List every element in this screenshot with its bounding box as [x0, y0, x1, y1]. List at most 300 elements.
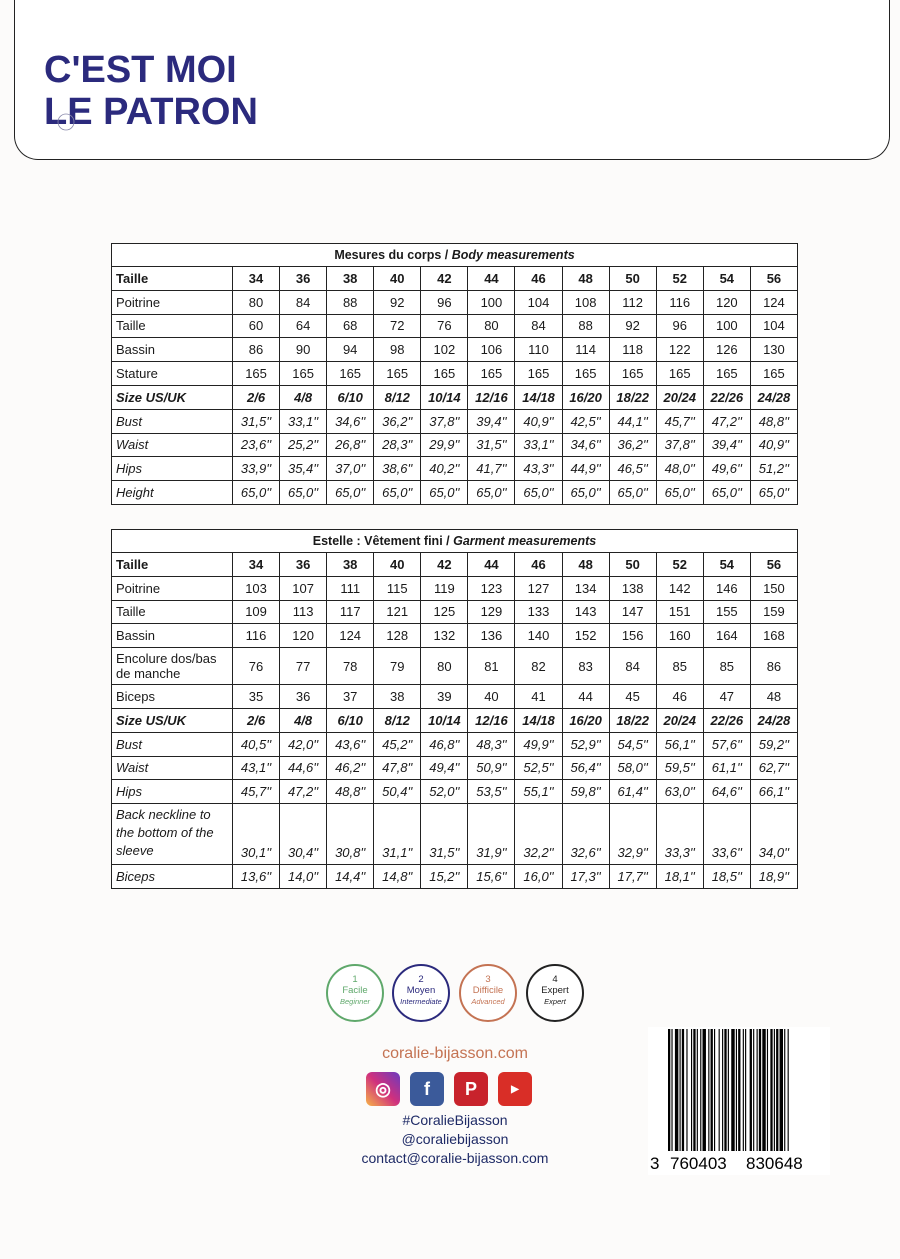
- level-num: 3: [485, 974, 491, 985]
- barcode-bar: [780, 1029, 783, 1151]
- youtube-icon[interactable]: ▶: [498, 1072, 532, 1106]
- table-cell: 12/16: [468, 708, 515, 732]
- table-cell: 92: [609, 314, 656, 338]
- table-cell: 48,8'': [327, 780, 374, 804]
- table-cell: 62,7'': [750, 756, 797, 780]
- table-cell: 59,2'': [750, 732, 797, 756]
- facebook-icon[interactable]: f: [410, 1072, 444, 1106]
- row-label: Back neckline to the bottom of the sleeve: [112, 804, 233, 865]
- table-row: [112, 780, 798, 804]
- table-cell: 50,4'': [374, 780, 421, 804]
- table-row: [112, 865, 798, 889]
- table-cell: 82: [515, 648, 562, 685]
- level-num: 2: [418, 974, 424, 985]
- table-cell: 31,5'': [421, 804, 468, 865]
- barcode-bar: [680, 1029, 681, 1151]
- table-cell: 83: [562, 648, 609, 685]
- table-cell: 61,4'': [609, 780, 656, 804]
- table-cell: 85: [703, 648, 750, 685]
- svg-text:760403: 760403: [670, 1154, 727, 1173]
- table-cell: 17,3'': [562, 865, 609, 889]
- table-cell: 165: [750, 362, 797, 386]
- table-cell: 64: [280, 314, 327, 338]
- table-cell: 10/14: [421, 708, 468, 732]
- table-cell: 132: [421, 624, 468, 648]
- table-cell: 37: [327, 685, 374, 709]
- table-cell: 32,9'': [609, 804, 656, 865]
- table-cell: 35,4'': [280, 457, 327, 481]
- table-cell: 17,7'': [609, 865, 656, 889]
- table-cell: 28,3'': [374, 433, 421, 457]
- barcode-bar: [724, 1029, 726, 1151]
- table-cell: 48: [750, 685, 797, 709]
- table-cell: 84: [515, 314, 562, 338]
- table-cell: 143: [562, 600, 609, 624]
- table-cell: 165: [327, 362, 374, 386]
- table-cell: 18,9'': [750, 865, 797, 889]
- row-label: Waist: [112, 433, 233, 457]
- table-cell: 45,2'': [374, 732, 421, 756]
- table-cell: 68: [327, 314, 374, 338]
- svg-text:LE PATRON: LE PATRON: [44, 91, 258, 133]
- table-cell: 43,3'': [515, 457, 562, 481]
- row-label: Biceps: [112, 685, 233, 709]
- table-cell: 64,6'': [703, 780, 750, 804]
- table-cell: 40: [374, 267, 421, 291]
- table-cell: 66,1'': [750, 780, 797, 804]
- contact-email[interactable]: contact@coralie-bijasson.com: [361, 1150, 549, 1166]
- table-cell: 39: [421, 685, 468, 709]
- table-cell: 20/24: [656, 385, 703, 409]
- row-label: Poitrine: [112, 576, 233, 600]
- table-cell: 165: [468, 362, 515, 386]
- row-label: Bust: [112, 732, 233, 756]
- table-cell: 38: [374, 685, 421, 709]
- table-row: [112, 732, 798, 756]
- table-cell: 56: [750, 267, 797, 291]
- table-cell: 22/26: [703, 385, 750, 409]
- level-fr: Moyen: [406, 985, 436, 996]
- row-label: Size US/UK: [112, 385, 233, 409]
- table-cell: 109: [233, 600, 280, 624]
- table-cell: 59,5'': [656, 756, 703, 780]
- level-num: 1: [352, 974, 358, 985]
- table-cell: 31,5'': [233, 409, 280, 433]
- table-title: Estelle : Vêtement fini / Garment measurements: [112, 530, 798, 553]
- row-label: Taille: [112, 267, 233, 291]
- table-cell: 18/22: [609, 708, 656, 732]
- barcode-bar: [722, 1029, 723, 1151]
- table-cell: 78: [327, 648, 374, 685]
- table-cell: 47,8'': [374, 756, 421, 780]
- row-label: Height: [112, 481, 233, 505]
- table-row: [112, 314, 798, 338]
- level-badge: [526, 964, 584, 1022]
- table-cell: 44: [562, 685, 609, 709]
- table-cell: 2/6: [233, 708, 280, 732]
- table-cell: 102: [421, 338, 468, 362]
- table-cell: 36: [280, 553, 327, 577]
- table-cell: 63,0'': [656, 780, 703, 804]
- table-cell: 54: [703, 553, 750, 577]
- table-cell: 50,9'': [468, 756, 515, 780]
- hashtag: #CoralieBijasson: [402, 1112, 508, 1128]
- table-cell: 100: [703, 314, 750, 338]
- table-cell: 44: [468, 267, 515, 291]
- table-cell: 51,2'': [750, 457, 797, 481]
- table-cell: 42: [421, 553, 468, 577]
- table-cell: 61,1'': [703, 756, 750, 780]
- table-cell: 65,0'': [656, 481, 703, 505]
- table-cell: 65,0'': [233, 481, 280, 505]
- barcode-bar: [697, 1029, 698, 1151]
- table-cell: 65,0'': [609, 481, 656, 505]
- table-cell: 42,5'': [562, 409, 609, 433]
- table-cell: 46,2'': [327, 756, 374, 780]
- table-cell: 2/6: [233, 385, 280, 409]
- table-cell: 38: [327, 553, 374, 577]
- table-cell: 76: [233, 648, 280, 685]
- table-cell: 46,8'': [421, 732, 468, 756]
- table-cell: 165: [703, 362, 750, 386]
- barcode-bar: [714, 1029, 715, 1151]
- row-label: Waist: [112, 756, 233, 780]
- table-cell: 72: [374, 314, 421, 338]
- barcode-bar: [788, 1029, 789, 1151]
- table-cell: 31,9'': [468, 804, 515, 865]
- table-cell: 121: [374, 600, 421, 624]
- barcode-bar: [774, 1029, 775, 1151]
- social-handle[interactable]: @coraliebijasson: [401, 1131, 509, 1147]
- row-label: Encolure dos/bas de manche: [112, 648, 233, 685]
- table-cell: 33,1'': [515, 433, 562, 457]
- table-cell: 111: [327, 576, 374, 600]
- table-cell: 124: [327, 624, 374, 648]
- table-cell: 6/10: [327, 708, 374, 732]
- table-cell: 40,9'': [750, 433, 797, 457]
- table-cell: 146: [703, 576, 750, 600]
- table-cell: 18/22: [609, 385, 656, 409]
- table-cell: 13,6'': [233, 865, 280, 889]
- table-cell: 65,0'': [280, 481, 327, 505]
- table-cell: 43,6'': [327, 732, 374, 756]
- table-cell: 56,1'': [656, 732, 703, 756]
- table-cell: 107: [280, 576, 327, 600]
- brand-logo: [42, 44, 258, 134]
- table-cell: 127: [515, 576, 562, 600]
- table-cell: 14/18: [515, 708, 562, 732]
- table-cell: 129: [468, 600, 515, 624]
- barcode-bar: [750, 1029, 752, 1151]
- table-cell: 38,6'': [374, 457, 421, 481]
- table-cell: 165: [233, 362, 280, 386]
- table-cell: 35: [233, 685, 280, 709]
- table-cell: 160: [656, 624, 703, 648]
- table-cell: 125: [421, 600, 468, 624]
- table-cell: 14,4'': [327, 865, 374, 889]
- table-cell: 16/20: [562, 385, 609, 409]
- table-cell: 119: [421, 576, 468, 600]
- table-cell: 65,0'': [750, 481, 797, 505]
- table-cell: 54,5'': [609, 732, 656, 756]
- barcode-bar: [736, 1029, 737, 1151]
- table-cell: 26,8'': [327, 433, 374, 457]
- table-cell: 52,0'': [421, 780, 468, 804]
- barcode-bar: [770, 1029, 772, 1151]
- level-badge: [392, 964, 450, 1022]
- table-cell: 42: [421, 267, 468, 291]
- table-cell: 98: [374, 338, 421, 362]
- table-cell: 46: [515, 553, 562, 577]
- table-cell: 165: [562, 362, 609, 386]
- table-cell: 25,2'': [280, 433, 327, 457]
- barcode-bar: [784, 1029, 785, 1151]
- barcode-bar: [671, 1029, 672, 1151]
- garment-measurements-table: [111, 529, 798, 889]
- table-cell: 36: [280, 685, 327, 709]
- table-row: [112, 756, 798, 780]
- table-cell: 85: [656, 648, 703, 685]
- row-label: Size US/UK: [112, 708, 233, 732]
- table-cell: 45: [609, 685, 656, 709]
- table-cell: 8/12: [374, 385, 421, 409]
- table-cell: 56,4'': [562, 756, 609, 780]
- table-cell: 52: [656, 553, 703, 577]
- table-cell: 49,4'': [421, 756, 468, 780]
- us-size-header-row: [112, 385, 798, 409]
- level-en: Intermediate: [400, 997, 442, 1006]
- social-icons: [366, 1072, 532, 1106]
- table-cell: 86: [233, 338, 280, 362]
- row-label: Hips: [112, 457, 233, 481]
- table-cell: 165: [515, 362, 562, 386]
- pinterest-icon[interactable]: P: [454, 1072, 488, 1106]
- row-label: Stature: [112, 362, 233, 386]
- barcode-bar: [719, 1029, 720, 1151]
- table-cell: 44,9'': [562, 457, 609, 481]
- table-cell: 138: [609, 576, 656, 600]
- table-cell: 12/16: [468, 385, 515, 409]
- level-en: Expert: [544, 997, 566, 1006]
- table-cell: 150: [750, 576, 797, 600]
- table-cell: 80: [468, 314, 515, 338]
- table-cell: 118: [609, 338, 656, 362]
- barcode-bar: [767, 1029, 768, 1151]
- table-row: [112, 481, 798, 505]
- table-cell: 165: [609, 362, 656, 386]
- table-cell: 45,7'': [656, 409, 703, 433]
- table-row: [112, 685, 798, 709]
- table-cell: 46: [515, 267, 562, 291]
- table-cell: 29,9'': [421, 433, 468, 457]
- table-cell: 41,7'': [468, 457, 515, 481]
- size-header-row: [112, 553, 798, 577]
- level-en: Beginner: [339, 997, 371, 1006]
- row-label: Taille: [112, 600, 233, 624]
- table-cell: 52,9'': [562, 732, 609, 756]
- barcode-bar: [708, 1029, 709, 1151]
- table-cell: 8/12: [374, 708, 421, 732]
- table-cell: 168: [750, 624, 797, 648]
- table-cell: 120: [280, 624, 327, 648]
- table-cell: 50: [609, 553, 656, 577]
- table-cell: 23,6'': [233, 433, 280, 457]
- table-cell: 40: [468, 685, 515, 709]
- table-cell: 42,0'': [280, 732, 327, 756]
- table-cell: 56: [750, 553, 797, 577]
- row-label: Bassin: [112, 624, 233, 648]
- table-cell: 15,2'': [421, 865, 468, 889]
- table-cell: 60: [233, 314, 280, 338]
- table-cell: 65,0'': [703, 481, 750, 505]
- table-cell: 36,2'': [374, 409, 421, 433]
- svg-text:C'EST MOI: C'EST MOI: [44, 49, 237, 91]
- table-cell: 86: [750, 648, 797, 685]
- table-cell: 48,8'': [750, 409, 797, 433]
- table-cell: 108: [562, 290, 609, 314]
- table-cell: 34,6'': [327, 409, 374, 433]
- table-cell: 52: [656, 267, 703, 291]
- table-cell: 117: [327, 600, 374, 624]
- table-cell: 10/14: [421, 385, 468, 409]
- table-cell: 14/18: [515, 385, 562, 409]
- table-cell: 31,1'': [374, 804, 421, 865]
- table-cell: 48,3'': [468, 732, 515, 756]
- website-link[interactable]: coralie-bijasson.com: [382, 1045, 528, 1062]
- table-cell: 30,4'': [280, 804, 327, 865]
- table-cell: 34: [233, 553, 280, 577]
- row-label: Bassin: [112, 338, 233, 362]
- table-cell: 58,0'': [609, 756, 656, 780]
- table-cell: 79: [374, 648, 421, 685]
- barcode-bar: [693, 1029, 695, 1151]
- table-cell: 126: [703, 338, 750, 362]
- table-cell: 34,0'': [750, 804, 797, 865]
- table-row: [112, 648, 798, 685]
- table-cell: 46: [656, 685, 703, 709]
- body-measurements-table: [111, 243, 798, 505]
- level-fr: Difficile: [472, 985, 504, 996]
- table-cell: 84: [609, 648, 656, 685]
- table-cell: 155: [703, 600, 750, 624]
- table-cell: 14,8'': [374, 865, 421, 889]
- table-cell: 96: [656, 314, 703, 338]
- table-cell: 53,5'': [468, 780, 515, 804]
- table-cell: 65,0'': [562, 481, 609, 505]
- table-row: [112, 290, 798, 314]
- table-cell: 128: [374, 624, 421, 648]
- table-cell: 33,6'': [703, 804, 750, 865]
- table-row: [112, 409, 798, 433]
- table-cell: 48: [562, 553, 609, 577]
- table-cell: 65,0'': [468, 481, 515, 505]
- table-cell: 140: [515, 624, 562, 648]
- table-cell: 120: [703, 290, 750, 314]
- table-cell: 84: [280, 290, 327, 314]
- table-cell: 90: [280, 338, 327, 362]
- row-label: Bust: [112, 409, 233, 433]
- table-cell: 80: [233, 290, 280, 314]
- table-cell: 94: [327, 338, 374, 362]
- barcode-bar: [728, 1029, 729, 1151]
- table-cell: 133: [515, 600, 562, 624]
- table-cell: 18,5'': [703, 865, 750, 889]
- level-badge: [326, 964, 384, 1022]
- table-row: [112, 338, 798, 362]
- table-cell: 4/8: [280, 708, 327, 732]
- svg-text:3: 3: [650, 1154, 660, 1173]
- table-cell: 33,3'': [656, 804, 703, 865]
- table-cell: 165: [421, 362, 468, 386]
- table-cell: 4/8: [280, 385, 327, 409]
- table-cell: 32,6'': [562, 804, 609, 865]
- table-cell: 32,2'': [515, 804, 562, 865]
- table-cell: 65,0'': [515, 481, 562, 505]
- table-cell: 49,9'': [515, 732, 562, 756]
- barcode-bar: [762, 1029, 765, 1151]
- table-title: Mesures du corps / Body measurements: [112, 244, 798, 267]
- barcode-bar: [675, 1029, 678, 1151]
- table-cell: 40,9'': [515, 409, 562, 433]
- table-cell: 156: [609, 624, 656, 648]
- table-cell: 44: [468, 553, 515, 577]
- us-size-header-row: [112, 708, 798, 732]
- table-cell: 116: [233, 624, 280, 648]
- row-label: Biceps: [112, 865, 233, 889]
- table-cell: 57,6'': [703, 732, 750, 756]
- table-cell: 39,4'': [703, 433, 750, 457]
- level-fr: Facile: [342, 985, 368, 996]
- table-cell: 44,1'': [609, 409, 656, 433]
- barcode-bar: [711, 1029, 713, 1151]
- table-cell: 43,1'': [233, 756, 280, 780]
- size-header-row: [112, 267, 798, 291]
- barcode-bar: [700, 1029, 701, 1151]
- table-cell: 115: [374, 576, 421, 600]
- table-cell: 100: [468, 290, 515, 314]
- table-cell: 92: [374, 290, 421, 314]
- level-en: Advanced: [471, 997, 505, 1006]
- row-label: Poitrine: [112, 290, 233, 314]
- table-cell: 65,0'': [327, 481, 374, 505]
- table-cell: 124: [750, 290, 797, 314]
- table-cell: 123: [468, 576, 515, 600]
- table-cell: 77: [280, 648, 327, 685]
- table-cell: 81: [468, 648, 515, 685]
- table-cell: 34,6'': [562, 433, 609, 457]
- table-cell: 33,9'': [233, 457, 280, 481]
- table-cell: 165: [656, 362, 703, 386]
- instagram-icon[interactable]: ◎: [366, 1072, 400, 1106]
- barcode-bar: [691, 1029, 692, 1151]
- table-cell: 38: [327, 267, 374, 291]
- table-cell: 47,2'': [703, 409, 750, 433]
- row-label: Taille: [112, 314, 233, 338]
- barcode-bar: [738, 1029, 740, 1151]
- table-cell: 165: [280, 362, 327, 386]
- table-cell: 103: [233, 576, 280, 600]
- table-cell: 114: [562, 338, 609, 362]
- table-row: [112, 457, 798, 481]
- table-cell: 54: [703, 267, 750, 291]
- table-row: [112, 600, 798, 624]
- table-row: [112, 576, 798, 600]
- table-cell: 44,6'': [280, 756, 327, 780]
- barcode-bar: [757, 1029, 758, 1151]
- table-cell: 65,0'': [374, 481, 421, 505]
- table-cell: 16,0'': [515, 865, 562, 889]
- table-cell: 165: [374, 362, 421, 386]
